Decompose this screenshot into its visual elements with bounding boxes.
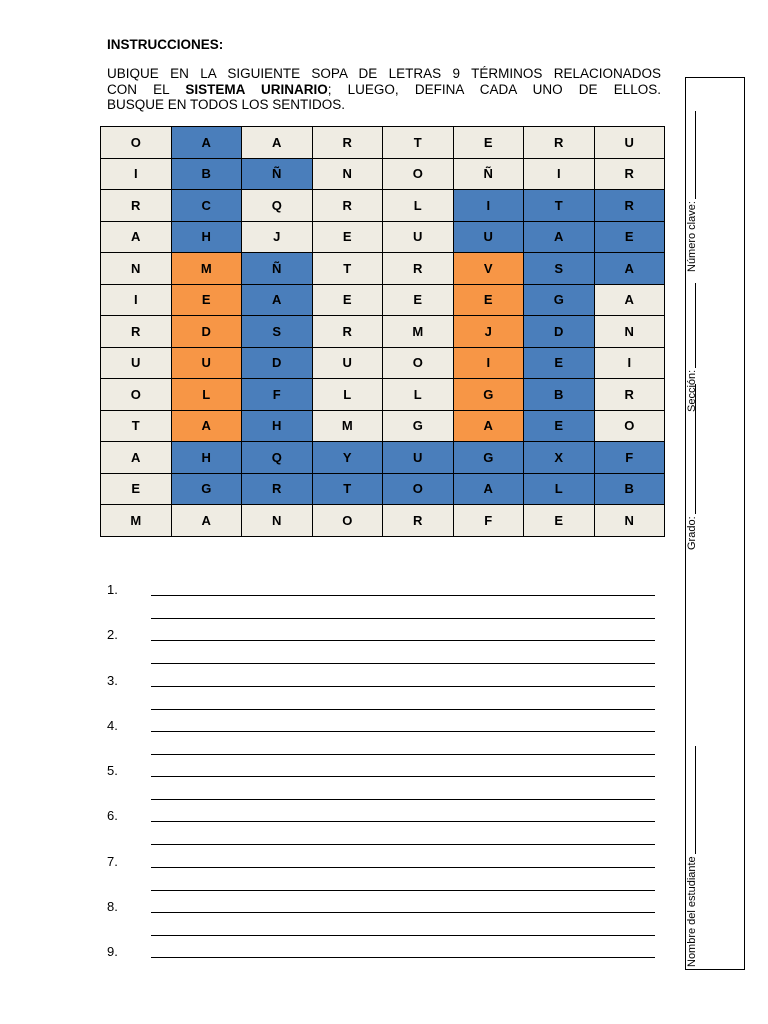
grid-cell[interactable]: I <box>453 190 524 222</box>
grid-cell[interactable]: R <box>242 473 313 505</box>
grid-cell[interactable]: B <box>594 473 665 505</box>
answer-item <box>107 806 655 851</box>
grid-cell[interactable]: I <box>594 347 665 379</box>
grid-cell[interactable]: F <box>242 379 313 411</box>
section-field[interactable] <box>686 283 698 412</box>
grid-cell[interactable]: M <box>101 505 172 537</box>
grid-cell[interactable]: A <box>242 127 313 159</box>
grid-cell[interactable]: F <box>594 442 665 474</box>
answer-item <box>107 580 655 625</box>
grid-cell[interactable]: O <box>312 505 383 537</box>
grid-cell[interactable]: E <box>594 221 665 253</box>
grid-cell[interactable]: E <box>453 284 524 316</box>
grid-cell[interactable]: E <box>171 284 242 316</box>
answer-line[interactable] <box>151 890 655 891</box>
instructions-line-2-start: CON EL <box>107 81 186 97</box>
grid-cell[interactable]: E <box>524 505 595 537</box>
grid-cell[interactable]: Q <box>242 190 313 222</box>
grid-cell[interactable]: Ñ <box>453 158 524 190</box>
answer-number: 3. <box>107 672 118 688</box>
section-blank[interactable] <box>695 283 696 368</box>
grade-label: Grado: <box>686 516 698 550</box>
grid-row <box>101 316 665 348</box>
grid-cell[interactable]: A <box>242 284 313 316</box>
grid-cell[interactable]: T <box>383 127 454 159</box>
instructions-line-2 <box>107 82 661 98</box>
grid-cell[interactable]: B <box>171 158 242 190</box>
grid-cell[interactable]: L <box>383 190 454 222</box>
grid-cell[interactable]: E <box>312 284 383 316</box>
grid-cell[interactable]: U <box>383 221 454 253</box>
answer-line[interactable] <box>151 595 655 596</box>
grid-cell[interactable]: U <box>101 347 172 379</box>
answer-number: 5. <box>107 763 118 779</box>
grid-cell[interactable]: I <box>101 284 172 316</box>
grid-cell[interactable]: H <box>171 221 242 253</box>
grid-cell[interactable]: T <box>101 410 172 442</box>
answer-line[interactable] <box>151 709 655 710</box>
grid-cell[interactable]: Y <box>312 442 383 474</box>
grid-cell[interactable]: V <box>453 253 524 285</box>
answer-line[interactable] <box>151 618 655 619</box>
grid-cell[interactable]: N <box>101 253 172 285</box>
answer-line[interactable] <box>151 957 655 958</box>
grid-cell[interactable]: Ñ <box>242 158 313 190</box>
grid-cell[interactable]: H <box>171 442 242 474</box>
grid-cell[interactable]: T <box>312 253 383 285</box>
answer-line[interactable] <box>151 844 655 845</box>
word-search-grid <box>100 126 665 537</box>
grid-cell[interactable]: A <box>524 221 595 253</box>
grid-row <box>101 442 665 474</box>
grid-cell[interactable]: N <box>594 505 665 537</box>
answer-line[interactable] <box>151 776 655 777</box>
grid-cell[interactable]: I <box>524 158 595 190</box>
answer-item <box>107 897 655 942</box>
key-number-blank[interactable] <box>695 111 696 199</box>
answer-number: 9. <box>107 944 118 960</box>
answer-line[interactable] <box>151 754 655 755</box>
key-number-field[interactable] <box>686 111 698 272</box>
answer-line[interactable] <box>151 799 655 800</box>
grid-row <box>101 410 665 442</box>
grid-cell[interactable]: A <box>594 284 665 316</box>
answer-line[interactable] <box>151 663 655 664</box>
instructions-text <box>107 66 661 113</box>
grid-cell[interactable]: G <box>171 473 242 505</box>
answer-item <box>107 761 655 806</box>
answer-number: 7. <box>107 853 118 869</box>
grid-cell[interactable]: R <box>524 127 595 159</box>
grid-cell[interactable]: H <box>242 410 313 442</box>
grid-cell[interactable]: T <box>524 190 595 222</box>
grid-cell[interactable]: R <box>383 505 454 537</box>
grid-row <box>101 505 665 537</box>
grid-cell[interactable]: U <box>312 347 383 379</box>
grid-cell[interactable]: E <box>524 410 595 442</box>
grid-cell[interactable]: O <box>383 473 454 505</box>
answer-item <box>107 852 655 897</box>
grid-cell[interactable]: A <box>453 410 524 442</box>
grid-cell[interactable]: J <box>242 221 313 253</box>
grid-cell[interactable]: O <box>101 379 172 411</box>
grid-cell[interactable]: E <box>101 473 172 505</box>
grid-cell[interactable]: L <box>312 379 383 411</box>
grid-cell[interactable]: U <box>594 127 665 159</box>
grid-cell[interactable]: L <box>524 473 595 505</box>
grid-row <box>101 190 665 222</box>
answer-number: 6. <box>107 808 118 824</box>
grid-cell[interactable]: R <box>101 190 172 222</box>
key-number-label: Número clave: <box>686 201 698 272</box>
grid-cell[interactable]: D <box>242 347 313 379</box>
answer-item <box>107 625 655 670</box>
answer-line[interactable] <box>151 640 655 641</box>
grid-cell[interactable]: G <box>524 284 595 316</box>
answer-item <box>107 671 655 716</box>
student-name-field[interactable] <box>686 746 698 967</box>
answer-number: 2. <box>107 627 118 643</box>
grid-cell[interactable]: J <box>453 316 524 348</box>
answer-number: 8. <box>107 899 118 915</box>
grid-cell[interactable]: S <box>242 316 313 348</box>
instructions-title: INSTRUCCIONES: <box>107 37 224 52</box>
grid-cell[interactable]: A <box>171 127 242 159</box>
grid-row <box>101 127 665 159</box>
instructions-emphasis: SISTEMA URINARIO <box>185 81 328 97</box>
grid-cell[interactable]: N <box>594 316 665 348</box>
grid-cell[interactable]: F <box>453 505 524 537</box>
grid-cell[interactable]: X <box>524 442 595 474</box>
grid-cell[interactable]: C <box>171 190 242 222</box>
grid-cell[interactable]: E <box>453 127 524 159</box>
student-name-blank[interactable] <box>695 746 696 854</box>
grid-row <box>101 253 665 285</box>
grid-cell[interactable]: L <box>171 379 242 411</box>
answer-line[interactable] <box>151 867 655 868</box>
grid-cell[interactable]: R <box>594 158 665 190</box>
grid-cell[interactable]: S <box>524 253 595 285</box>
grid-cell[interactable]: R <box>312 316 383 348</box>
grid-cell[interactable]: U <box>171 347 242 379</box>
grid-cell[interactable]: D <box>171 316 242 348</box>
grid-cell[interactable]: Ñ <box>242 253 313 285</box>
grid-cell[interactable]: L <box>383 379 454 411</box>
grid-cell[interactable]: I <box>101 158 172 190</box>
answer-line[interactable] <box>151 912 655 913</box>
grid-row <box>101 473 665 505</box>
grid-row <box>101 284 665 316</box>
answer-item <box>107 942 655 987</box>
answer-number: 1. <box>107 582 118 597</box>
grid-cell[interactable]: U <box>453 221 524 253</box>
grid-cell[interactable]: A <box>594 253 665 285</box>
grid-cell[interactable]: B <box>524 379 595 411</box>
answer-number: 4. <box>107 717 118 733</box>
grid-cell[interactable]: E <box>524 347 595 379</box>
grid-row <box>101 379 665 411</box>
grid-cell[interactable]: E <box>312 221 383 253</box>
grid-cell[interactable]: R <box>312 190 383 222</box>
instructions-line-3: BUSQUE EN TODOS LOS SENTIDOS. <box>107 97 346 112</box>
grid-row <box>101 221 665 253</box>
grid-cell[interactable]: M <box>312 410 383 442</box>
instructions-line-2-end: ; LUEGO, DEFINA CADA UNO DE ELLOS. <box>327 81 661 97</box>
grid-cell[interactable]: O <box>594 410 665 442</box>
grid-cell[interactable]: A <box>101 442 172 474</box>
grid-cell[interactable]: G <box>453 442 524 474</box>
answer-line[interactable] <box>151 935 655 936</box>
grid-cell[interactable]: G <box>453 379 524 411</box>
grid-cell[interactable]: A <box>453 473 524 505</box>
grid-cell[interactable]: A <box>171 505 242 537</box>
grid-cell[interactable]: A <box>101 221 172 253</box>
grid-cell[interactable]: O <box>383 158 454 190</box>
section-label: Sección: <box>686 369 698 412</box>
grid-row <box>101 347 665 379</box>
grid-cell[interactable]: U <box>383 442 454 474</box>
grid-cell[interactable]: G <box>383 410 454 442</box>
grid-cell[interactable]: D <box>524 316 595 348</box>
grid-cell[interactable]: N <box>312 158 383 190</box>
grid-cell[interactable]: E <box>383 284 454 316</box>
grid-cell[interactable]: R <box>101 316 172 348</box>
instructions-line-1: UBIQUE EN LA SIGUIENTE SOPA DE LETRAS 9 TÉRMINOS RELACIONADOS <box>107 66 661 81</box>
answer-line[interactable] <box>151 731 655 732</box>
grid-cell[interactable]: M <box>383 316 454 348</box>
grid-cell[interactable]: T <box>312 473 383 505</box>
grid-cell[interactable]: A <box>171 410 242 442</box>
grid-cell[interactable]: M <box>171 253 242 285</box>
grid-cell[interactable]: Q <box>242 442 313 474</box>
grid-cell[interactable]: O <box>383 347 454 379</box>
answer-item <box>107 716 655 761</box>
grid-cell[interactable]: R <box>383 253 454 285</box>
grid-cell[interactable]: R <box>312 127 383 159</box>
answer-line[interactable] <box>151 821 655 822</box>
grid-cell[interactable]: R <box>594 379 665 411</box>
student-name-label: Nombre del estudiante <box>686 856 698 967</box>
grid-cell[interactable]: I <box>453 347 524 379</box>
grid-cell[interactable]: N <box>242 505 313 537</box>
grid-cell[interactable]: R <box>594 190 665 222</box>
grid-row <box>101 158 665 190</box>
answer-line[interactable] <box>151 686 655 687</box>
answer-list <box>107 580 655 988</box>
grid-cell[interactable]: O <box>101 127 172 159</box>
